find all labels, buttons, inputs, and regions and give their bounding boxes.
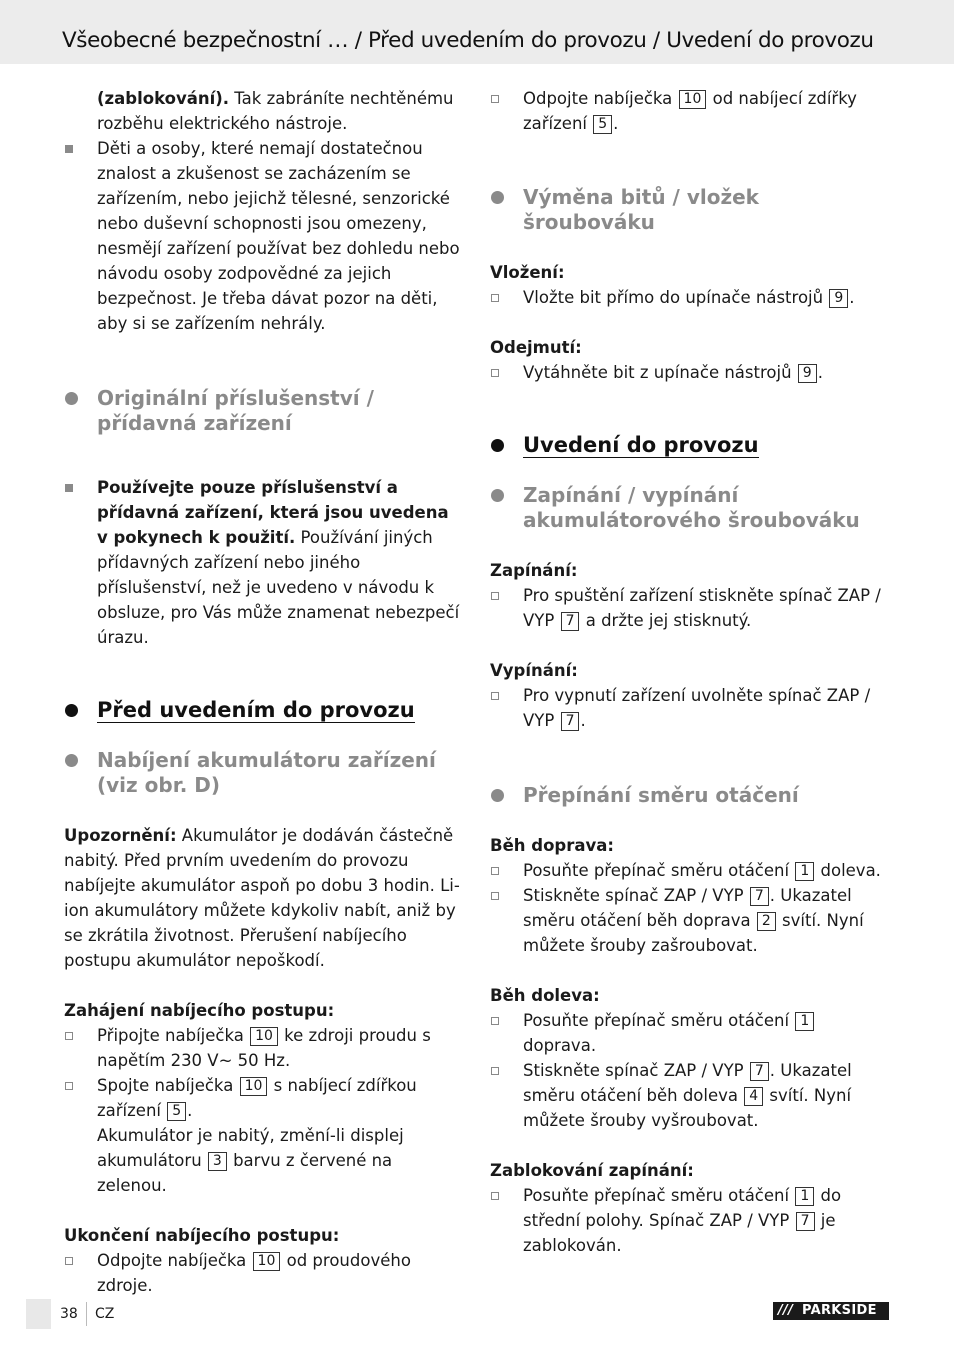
section-heading-accessories: Originální příslušenství / přídavná zařízení: [64, 386, 464, 436]
children-text: Děti a osoby, které nemají dostatečnou znalost a zkušenost se zacházením se zařízením, nebo jejichž tělesné, senzorické nebo duševní schopnosti jsou omezeny, nesmějí zařízení používat bez dohledu nebo návodu osoby zodpovědné za jejich bezpečnost. Je třeba dávat pozor na děti, aby si se zařízením nehrály.: [97, 139, 460, 333]
checkbox-bullet-icon: [65, 1082, 73, 1090]
section-heading-direction: Přepínání směru otáčení: [490, 783, 890, 808]
note-text: Akumulátor je dodáván částečně nabitý. Před prvním uvedením do provozu nabíjejte akumulátor aspoň po dobu 3 hodin. Li-ion akumulátory můžete kdykoliv nabít, aniž by se zkrátila životnost. Přerušení nabíjecího postupu akumulátor nepoškodí.: [64, 826, 460, 970]
charging-result-text: Akumulátor je nabitý, změní-li displej akumulátoru 3 barvu z červené na zelenou.: [97, 1126, 404, 1195]
run-left-label: Běh doleva:: [490, 986, 600, 1005]
note-label: Upozornění:: [64, 826, 177, 845]
page-header: [0, 0, 954, 64]
ref-number: 7: [750, 1062, 769, 1081]
list-item: Odpojte nabíječka 10 od proudového zdroje.: [64, 1248, 464, 1298]
switch-off-label: Vypínání:: [490, 661, 578, 680]
left-column: [64, 86, 464, 1298]
intro-bold: (zablokování).: [97, 89, 230, 108]
ref-number: 7: [561, 612, 580, 631]
end-charging-label: Ukončení nabíjecího postupu:: [64, 1226, 340, 1245]
ref-number: 1: [795, 1012, 814, 1031]
ref-number: 10: [250, 1027, 278, 1046]
checkbox-bullet-icon: [491, 1017, 499, 1025]
parkside-logo: [773, 1302, 889, 1320]
section-heading-bits: Výměna bitů / vložek šroubováku: [490, 185, 890, 235]
ref-number: 10: [240, 1077, 268, 1096]
accessories-text: Používání jiných přídavných zařízení nebo jiného příslušenství, než je uvedeno v návodu k obsluze, pro Vás může znamenat nebezpečí úrazu.: [97, 528, 460, 647]
page-number: 38: [60, 1306, 78, 1322]
square-bullet-icon: [65, 484, 73, 492]
bullet-dot-icon: [491, 439, 504, 452]
bullet-dot-icon: [491, 191, 504, 204]
ref-number: 4: [744, 1087, 763, 1106]
intro-text: Tak zabráníte nechtěnému rozběhu elektrického nástroje.: [97, 89, 454, 133]
ref-number: 9: [798, 364, 817, 383]
ref-number: 9: [829, 289, 848, 308]
ref-number: 10: [253, 1252, 281, 1271]
checkbox-bullet-icon: [491, 892, 499, 900]
checkbox-bullet-icon: [491, 294, 499, 302]
run-right-label: Běh doprava:: [490, 836, 614, 855]
note-paragraph: [64, 823, 464, 973]
list-item: Vložte bit přímo do upínače nástrojů 9 .: [490, 285, 890, 310]
checkbox-bullet-icon: [491, 592, 499, 600]
list-item: Pro spuštění zařízení stiskněte spínač ZAP / VYP 7 a držte jej stisknutý.: [490, 583, 890, 633]
ref-number: 7: [561, 712, 580, 731]
insert-label: Vložení:: [490, 263, 565, 282]
bullet-dot-icon: [65, 392, 78, 405]
list-item: Posuňte přepínač směru otáčení 1 doleva.: [490, 858, 890, 883]
square-bullet-icon: [65, 145, 73, 153]
list-item: Spojte nabíječka 10 s nabíjecí zdířkou zařízení 5 .: [64, 1073, 464, 1123]
ref-number: 3: [208, 1152, 227, 1171]
checkbox-bullet-icon: [491, 867, 499, 875]
intro-paragraph: [64, 86, 464, 136]
switch-lock-label: Zablokování zapínání:: [490, 1161, 694, 1180]
bullet-dot-icon: [65, 704, 78, 717]
checkbox-bullet-icon: [491, 692, 499, 700]
footer-divider: [86, 1302, 87, 1326]
accessories-bold: Používejte pouze příslušenství a přídavná zařízení, která jsou uvedena v pokynech k použití.: [97, 478, 449, 547]
list-item: Posuňte přepínač směru otáčení 1 do střední polohy. Spínač ZAP / VYP 7 je zablokován.: [490, 1183, 890, 1258]
ref-number: 7: [796, 1212, 815, 1231]
section-heading-on-off: Zapínání / vypínání akumulátorového šroubováku: [490, 483, 890, 533]
list-item: Pro vypnutí zařízení uvolněte spínač ZAP / VYP 7 .: [490, 683, 890, 733]
switch-on-label: Zapínání:: [490, 561, 578, 580]
list-item: Připojte nabíječka 10 ke zdroji proudu s napětím 230 V~ 50 Hz.: [64, 1023, 464, 1073]
checkbox-bullet-icon: [491, 1192, 499, 1200]
logo-slashes: ///: [778, 1303, 794, 1318]
checkbox-bullet-icon: [65, 1032, 73, 1040]
ref-number: 5: [167, 1102, 186, 1121]
language-code: CZ: [95, 1306, 115, 1322]
list-item: Posuňte přepínač směru otáčení 1 doprava.: [490, 1008, 890, 1058]
bullet-dot-icon: [491, 489, 504, 502]
ref-number: 7: [750, 887, 769, 906]
right-column: [490, 86, 890, 1258]
bullet-dot-icon: [491, 789, 504, 802]
footer-marker: [26, 1299, 51, 1329]
list-item: Vytáhněte bit z upínače nástrojů 9 .: [490, 360, 890, 385]
list-item: [64, 136, 464, 336]
remove-label: Odejmutí:: [490, 338, 582, 357]
section-heading-charging: Nabíjení akumulátoru zařízení (viz obr. D): [64, 748, 464, 798]
checkbox-bullet-icon: [65, 1257, 73, 1265]
checkbox-bullet-icon: [491, 1067, 499, 1075]
logo-text: PARKSIDE: [802, 1303, 877, 1318]
ref-number: 2: [757, 912, 776, 931]
start-charging-label: Zahájení nabíjecího postupu:: [64, 1001, 335, 1020]
ref-number: 10: [679, 90, 707, 109]
ref-number: 1: [795, 1187, 814, 1206]
header-title: Všeobecné bezpečnostní … / Před uvedením do provozu / Uvedení do provozu: [62, 28, 874, 53]
bullet-dot-icon: [65, 754, 78, 767]
checkbox-bullet-icon: [491, 95, 499, 103]
checkbox-bullet-icon: [491, 369, 499, 377]
list-item: Stiskněte spínač ZAP / VYP 7 . Ukazatel směru otáčení běh doprava 2 svítí. Nyní můžete šrouby zašroubovat.: [490, 883, 890, 958]
list-item: [64, 475, 464, 650]
ref-number: 1: [795, 862, 814, 881]
list-item: Odpojte nabíječka 10 od nabíjecí zdířky zařízení 5 .: [490, 86, 890, 136]
section-heading-before-startup: Před uvedením do provozu: [64, 698, 464, 723]
ref-number: 5: [593, 115, 612, 134]
list-item: Stiskněte spínač ZAP / VYP 7 . Ukazatel směru otáčení běh doleva 4 svítí. Nyní můžete šrouby vyšroubovat.: [490, 1058, 890, 1133]
section-heading-startup: Uvedení do provozu: [490, 433, 890, 458]
